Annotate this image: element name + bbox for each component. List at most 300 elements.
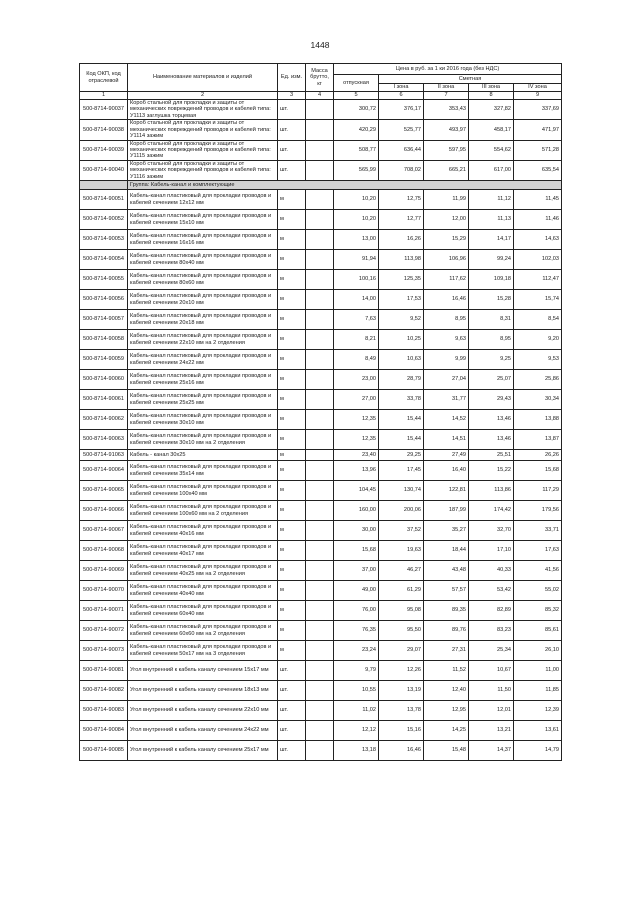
cell-zone-4-price: 15,68	[514, 461, 562, 481]
cell-zone-3-price: 554,62	[469, 140, 514, 160]
table-row	[80, 410, 562, 430]
cell-name: Короб стальной для прокладки и защиты от механических повреждений проводов и кабелей типа: У1115 зажим	[128, 140, 278, 160]
cell-code: 500-8714-90057	[80, 310, 128, 330]
cell-zone-1-price: 37,52	[379, 521, 424, 541]
cell-mass	[306, 721, 334, 741]
cell-zone-3-price: 25,51	[469, 450, 514, 461]
cell-zone-1-price: 12,75	[379, 190, 424, 210]
cell-zone-4-price: 571,28	[514, 140, 562, 160]
cell-unit: м	[278, 250, 306, 270]
table-row	[80, 100, 562, 120]
cell-zone-3-price: 14,17	[469, 230, 514, 250]
table-header	[80, 64, 562, 100]
cell-unit: м	[278, 230, 306, 250]
cell-zone-3-price: 113,86	[469, 481, 514, 501]
header-zone-4: IV зона	[514, 84, 562, 92]
header-mass: Масса брутто, кг	[306, 64, 334, 92]
cell-zone-2-price: 9,63	[424, 330, 469, 350]
cell-zone-1-price: 28,79	[379, 370, 424, 390]
cell-name: Угол внутренний к кабель каналу сечением 18х13 мм	[128, 681, 278, 701]
cell-zone-2-price: 117,62	[424, 270, 469, 290]
cell-zone-2-price: 597,95	[424, 140, 469, 160]
cell-mass	[306, 461, 334, 481]
cell-zone-4-price: 41,56	[514, 561, 562, 581]
cell-release-price: 420,29	[334, 120, 379, 140]
cell-zone-1-price: 130,74	[379, 481, 424, 501]
cell-name: Кабель-канал пластиковый для прокладки проводов и кабелей сечением 30х10 мм на 2 отделения	[128, 430, 278, 450]
cell-mass	[306, 350, 334, 370]
cell-release-price: 12,12	[334, 721, 379, 741]
table-row	[80, 370, 562, 390]
cell-unit: м	[278, 521, 306, 541]
cell-zone-2-price: 493,97	[424, 120, 469, 140]
cell-zone-3-price: 82,89	[469, 601, 514, 621]
cell-zone-2-price: 11,52	[424, 661, 469, 681]
cell-mass	[306, 521, 334, 541]
cell-name: Кабель-канал пластиковый для прокладки проводов и кабелей сечением 30х10 мм	[128, 410, 278, 430]
table-row	[80, 501, 562, 521]
cell-mass	[306, 501, 334, 521]
cell-name: Кабель-канал пластиковый для прокладки проводов и кабелей сечением 60х60 мм на 2 отделения	[128, 621, 278, 641]
col-number: 7	[424, 92, 469, 100]
cell-mass	[306, 290, 334, 310]
cell-release-price: 8,49	[334, 350, 379, 370]
cell-code: 500-8714-90037	[80, 100, 128, 120]
cell-unit: шт.	[278, 160, 306, 180]
cell-release-price: 12,35	[334, 430, 379, 450]
cell-code: 500-8714-90067	[80, 521, 128, 541]
cell-release-price: 565,99	[334, 160, 379, 180]
cell-zone-3-price: 53,42	[469, 581, 514, 601]
cell-zone-1-price: 9,52	[379, 310, 424, 330]
cell-code: 500-8714-90073	[80, 641, 128, 661]
cell-name: Кабель-канал пластиковый для прокладки проводов и кабелей сечением 50х17 мм на 3 отделения	[128, 641, 278, 661]
table-row	[80, 721, 562, 741]
header-zone-3: III зона	[469, 84, 514, 92]
cell-zone-1-price: 46,27	[379, 561, 424, 581]
cell-zone-3-price: 11,50	[469, 681, 514, 701]
cell-code: 500-8714-90055	[80, 270, 128, 290]
cell-zone-1-price: 19,63	[379, 541, 424, 561]
cell-zone-1-price: 29,07	[379, 641, 424, 661]
cell-release-price: 30,00	[334, 521, 379, 541]
cell-zone-1-price: 95,50	[379, 621, 424, 641]
cell-release-price: 23,40	[334, 450, 379, 461]
cell-name: Кабель-канал пластиковый для прокладки проводов и кабелей сечением 16х16 мм	[128, 230, 278, 250]
cell-code: 500-8714-90071	[80, 601, 128, 621]
cell-zone-4-price: 85,61	[514, 621, 562, 641]
cell-zone-2-price: 18,44	[424, 541, 469, 561]
cell-zone-2-price: 89,35	[424, 601, 469, 621]
header-zone-1: I зона	[379, 84, 424, 92]
table-row	[80, 461, 562, 481]
col-number: 9	[514, 92, 562, 100]
cell-zone-3-price: 15,28	[469, 290, 514, 310]
cell-zone-3-price: 40,33	[469, 561, 514, 581]
cell-release-price: 9,79	[334, 661, 379, 681]
table-row	[80, 701, 562, 721]
price-table	[79, 63, 562, 761]
cell-mass	[306, 621, 334, 641]
cell-release-price: 76,00	[334, 601, 379, 621]
cell-release-price: 23,24	[334, 641, 379, 661]
cell-name: Кабель-канал пластиковый для прокладки проводов и кабелей сечением 25х16 мм	[128, 370, 278, 390]
cell-code: 500-8714-90061	[80, 390, 128, 410]
header-estimate-price: Сметная	[379, 75, 562, 84]
table-row	[80, 601, 562, 621]
cell-zone-1-price: 95,08	[379, 601, 424, 621]
table-row	[80, 481, 562, 501]
cell-mass	[306, 430, 334, 450]
cell-code: 500-8714-90068	[80, 541, 128, 561]
cell-name: Кабель-канал пластиковый для прокладки проводов и кабелей сечением 40х17 мм	[128, 541, 278, 561]
table-row	[80, 681, 562, 701]
cell-name: Кабель-канал пластиковый для прокладки проводов и кабелей сечением 40х16 мм	[128, 521, 278, 541]
cell-code: 500-8714-90039	[80, 140, 128, 160]
cell-name: Кабель-канал пластиковый для прокладки проводов и кабелей сечением 35х14 мм	[128, 461, 278, 481]
table-row	[80, 270, 562, 290]
cell-zone-1-price: 16,26	[379, 230, 424, 250]
cell-zone-2-price: 16,46	[424, 290, 469, 310]
cell-zone-1-price: 200,06	[379, 501, 424, 521]
cell-mass	[306, 641, 334, 661]
cell-code: 500-8714-90051	[80, 190, 128, 210]
cell-zone-4-price: 33,71	[514, 521, 562, 541]
cell-mass	[306, 601, 334, 621]
cell-mass	[306, 140, 334, 160]
cell-zone-2-price: 35,27	[424, 521, 469, 541]
cell-zone-4-price: 9,53	[514, 350, 562, 370]
cell-zone-2-price: 14,25	[424, 721, 469, 741]
cell-name: Кабель-канал пластиковый для прокладки проводов и кабелей сечением 20х18 мм	[128, 310, 278, 330]
cell-unit: м	[278, 290, 306, 310]
cell-unit: шт.	[278, 681, 306, 701]
cell-zone-4-price: 13,61	[514, 721, 562, 741]
cell-mass	[306, 390, 334, 410]
cell-zone-2-price: 665,21	[424, 160, 469, 180]
cell-name: Кабель-канал пластиковый для прокладки проводов и кабелей сечением 25х25 мм	[128, 390, 278, 410]
cell-unit: м	[278, 270, 306, 290]
cell-zone-1-price: 17,53	[379, 290, 424, 310]
cell-mass	[306, 661, 334, 681]
cell-unit: шт.	[278, 701, 306, 721]
cell-zone-2-price: 122,81	[424, 481, 469, 501]
cell-name: Кабель-канал пластиковый для прокладки проводов и кабелей сечением 100х60 мм на 2 отделения	[128, 501, 278, 521]
cell-zone-2-price: 12,95	[424, 701, 469, 721]
cell-mass	[306, 581, 334, 601]
cell-name: Кабель-канал пластиковый для прокладки проводов и кабелей сечением 15х10 мм	[128, 210, 278, 230]
table-row	[80, 661, 562, 681]
cell-unit: м	[278, 190, 306, 210]
table-row	[80, 210, 562, 230]
cell-zone-2-price: 9,99	[424, 350, 469, 370]
cell-unit: шт.	[278, 661, 306, 681]
cell-zone-3-price: 25,34	[469, 641, 514, 661]
table-row	[80, 310, 562, 330]
cell-unit: шт.	[278, 140, 306, 160]
col-number: 2	[128, 92, 278, 100]
cell-release-price: 37,00	[334, 561, 379, 581]
cell-zone-1-price: 61,29	[379, 581, 424, 601]
cell-mass	[306, 100, 334, 120]
col-number: 3	[278, 92, 306, 100]
cell-zone-2-price: 353,43	[424, 100, 469, 120]
cell-zone-4-price: 471,97	[514, 120, 562, 140]
cell-zone-2-price: 27,31	[424, 641, 469, 661]
cell-code: 500-8714-90066	[80, 501, 128, 521]
cell-code: 500-8714-90064	[80, 461, 128, 481]
cell-zone-4-price: 117,29	[514, 481, 562, 501]
cell-name: Угол внутренний к кабель каналу сечением 15х17 мм	[128, 661, 278, 681]
cell-unit: шт.	[278, 741, 306, 761]
cell-zone-3-price: 8,95	[469, 330, 514, 350]
table-row	[80, 140, 562, 160]
cell-zone-4-price: 11,85	[514, 681, 562, 701]
cell-code: 500-8714-90063	[80, 430, 128, 450]
cell-code: 500-8714-90084	[80, 721, 128, 741]
cell-zone-2-price: 15,48	[424, 741, 469, 761]
cell-zone-2-price: 106,96	[424, 250, 469, 270]
cell-release-price: 104,45	[334, 481, 379, 501]
table-row	[80, 350, 562, 370]
cell-zone-1-price: 12,26	[379, 661, 424, 681]
cell-code: 500-8714-90069	[80, 561, 128, 581]
cell-release-price: 13,00	[334, 230, 379, 250]
cell-zone-1-price: 29,25	[379, 450, 424, 461]
table-row	[80, 250, 562, 270]
cell-mass	[306, 230, 334, 250]
cell-release-price: 12,35	[334, 410, 379, 430]
cell-code: 500-8714-90053	[80, 230, 128, 250]
cell-zone-1-price: 10,63	[379, 350, 424, 370]
cell-zone-3-price: 13,46	[469, 410, 514, 430]
cell-release-price: 10,20	[334, 190, 379, 210]
cell-zone-1-price: 16,46	[379, 741, 424, 761]
cell-mass	[306, 120, 334, 140]
cell-mass	[306, 210, 334, 230]
cell-mass	[306, 330, 334, 350]
table-row	[80, 450, 562, 461]
cell-zone-3-price: 10,67	[469, 661, 514, 681]
cell-code: 500-8714-90052	[80, 210, 128, 230]
cell-zone-3-price: 109,18	[469, 270, 514, 290]
cell-zone-2-price: 14,51	[424, 430, 469, 450]
cell-code: 500-8714-90058	[80, 330, 128, 350]
cell-mass	[306, 561, 334, 581]
cell-zone-4-price: 11,46	[514, 210, 562, 230]
cell-unit: м	[278, 581, 306, 601]
table-row	[80, 390, 562, 410]
cell-name: Кабель-канал пластиковый для прокладки проводов и кабелей сечением 100х40 мм	[128, 481, 278, 501]
cell-mass	[306, 160, 334, 180]
table-row	[80, 160, 562, 180]
cell-release-price: 10,20	[334, 210, 379, 230]
cell-unit: м	[278, 541, 306, 561]
cell-code: 500-8714-90081	[80, 661, 128, 681]
cell-zone-4-price: 337,69	[514, 100, 562, 120]
cell-zone-1-price: 13,78	[379, 701, 424, 721]
table-row	[80, 430, 562, 450]
table-row	[80, 741, 562, 761]
cell-name: Угол внутренний к кабель каналу сечением 24х22 мм	[128, 721, 278, 741]
cell-name: Кабель-канал пластиковый для прокладки проводов и кабелей сечением 24х22 мм	[128, 350, 278, 370]
cell-zone-4-price: 14,79	[514, 741, 562, 761]
cell-code: 500-8714-90082	[80, 681, 128, 701]
cell-unit: м	[278, 561, 306, 581]
cell-release-price: 76,35	[334, 621, 379, 641]
cell-unit: м	[278, 350, 306, 370]
cell-zone-3-price: 174,42	[469, 501, 514, 521]
cell-code: 500-8714-90072	[80, 621, 128, 641]
cell-zone-2-price: 89,76	[424, 621, 469, 641]
cell-unit: шт.	[278, 120, 306, 140]
cell-zone-4-price: 13,87	[514, 430, 562, 450]
cell-release-price: 13,96	[334, 461, 379, 481]
cell-zone-1-price: 15,44	[379, 410, 424, 430]
cell-zone-4-price: 55,02	[514, 581, 562, 601]
cell-unit: м	[278, 310, 306, 330]
cell-release-price: 91,94	[334, 250, 379, 270]
cell-release-price: 508,77	[334, 140, 379, 160]
cell-zone-4-price: 85,32	[514, 601, 562, 621]
cell-code: 500-8714-90059	[80, 350, 128, 370]
cell-zone-1-price: 33,78	[379, 390, 424, 410]
table-row	[80, 541, 562, 561]
cell-zone-4-price: 8,54	[514, 310, 562, 330]
cell-unit: шт.	[278, 100, 306, 120]
cell-release-price: 27,00	[334, 390, 379, 410]
cell-zone-1-price: 636,44	[379, 140, 424, 160]
cell-zone-4-price: 14,63	[514, 230, 562, 250]
cell-mass	[306, 190, 334, 210]
col-number: 6	[379, 92, 424, 100]
cell-code: 500-8714-90070	[80, 581, 128, 601]
cell-name: Угол внутренний к кабель каналу сечением 22х10 мм	[128, 701, 278, 721]
cell-zone-1-price: 125,35	[379, 270, 424, 290]
col-number: 1	[80, 92, 128, 100]
cell-zone-2-price: 57,57	[424, 581, 469, 601]
cell-zone-3-price: 17,10	[469, 541, 514, 561]
cell-unit: м	[278, 601, 306, 621]
header-release-price: отпускная	[334, 75, 379, 92]
cell-zone-3-price: 13,21	[469, 721, 514, 741]
cell-zone-1-price: 708,02	[379, 160, 424, 180]
cell-name: Кабель-канал пластиковый для прокладки проводов и кабелей сечением 80х60 мм	[128, 270, 278, 290]
table-row	[80, 561, 562, 581]
cell-release-price: 14,00	[334, 290, 379, 310]
cell-unit: м	[278, 481, 306, 501]
cell-zone-2-price: 187,99	[424, 501, 469, 521]
cell-mass	[306, 270, 334, 290]
cell-zone-3-price: 25,07	[469, 370, 514, 390]
cell-code: 500-8714-90054	[80, 250, 128, 270]
cell-code: 500-8714-90040	[80, 160, 128, 180]
cell-zone-2-price: 8,95	[424, 310, 469, 330]
cell-zone-3-price: 8,31	[469, 310, 514, 330]
cell-zone-2-price: 11,99	[424, 190, 469, 210]
cell-mass	[306, 450, 334, 461]
cell-name: Короб стальной для прокладки и защиты от механических повреждений проводов и кабелей типа: У1116 зажим	[128, 160, 278, 180]
cell-mass	[306, 370, 334, 390]
cell-zone-1-price: 113,98	[379, 250, 424, 270]
cell-zone-4-price: 11,45	[514, 190, 562, 210]
cell-mass	[306, 701, 334, 721]
cell-zone-4-price: 13,88	[514, 410, 562, 430]
cell-zone-4-price: 9,20	[514, 330, 562, 350]
table-body	[80, 100, 562, 761]
table-row	[80, 290, 562, 310]
table-row	[80, 581, 562, 601]
cell-release-price: 23,00	[334, 370, 379, 390]
cell-zone-1-price: 376,17	[379, 100, 424, 120]
cell-release-price: 100,16	[334, 270, 379, 290]
cell-zone-3-price: 327,82	[469, 100, 514, 120]
column-numbers-row	[80, 92, 562, 100]
cell-zone-2-price: 12,00	[424, 210, 469, 230]
cell-release-price: 15,68	[334, 541, 379, 561]
header-unit: Ед. изм.	[278, 64, 306, 92]
cell-release-price: 10,55	[334, 681, 379, 701]
header-code: Код ОКП, код отраслевой	[80, 64, 128, 92]
cell-zone-1-price: 12,77	[379, 210, 424, 230]
cell-name: Кабель-канал пластиковый для прокладки проводов и кабелей сечением 80х40 мм	[128, 250, 278, 270]
cell-zone-4-price: 26,26	[514, 450, 562, 461]
cell-zone-3-price: 15,22	[469, 461, 514, 481]
cell-name: Угол внутренний к кабель каналу сечением 25х17 мм	[128, 741, 278, 761]
cell-zone-1-price: 15,16	[379, 721, 424, 741]
cell-mass	[306, 541, 334, 561]
cell-zone-4-price: 30,34	[514, 390, 562, 410]
cell-release-price: 49,00	[334, 581, 379, 601]
cell-unit: м	[278, 210, 306, 230]
cell-zone-2-price: 16,40	[424, 461, 469, 481]
group-label: Группа: Кабель-канал и комплектующие	[128, 181, 562, 190]
cell-unit: м	[278, 641, 306, 661]
cell-name: Кабель-канал пластиковый для прокладки проводов и кабелей сечением 40х25 мм на 2 отделения	[128, 561, 278, 581]
table-row	[80, 641, 562, 661]
cell-release-price: 8,21	[334, 330, 379, 350]
cell-code: 500-8714-90065	[80, 481, 128, 501]
cell-zone-4-price: 15,74	[514, 290, 562, 310]
cell-code: 500-8714-90060	[80, 370, 128, 390]
cell-zone-3-price: 9,25	[469, 350, 514, 370]
table-row	[80, 230, 562, 250]
cell-zone-4-price: 25,86	[514, 370, 562, 390]
cell-zone-4-price: 112,47	[514, 270, 562, 290]
table-row	[80, 190, 562, 210]
table-row	[80, 120, 562, 140]
cell-mass	[306, 681, 334, 701]
cell-zone-3-price: 29,43	[469, 390, 514, 410]
cell-zone-3-price: 13,46	[469, 430, 514, 450]
cell-zone-1-price: 525,77	[379, 120, 424, 140]
cell-zone-3-price: 11,12	[469, 190, 514, 210]
cell-name: Кабель-канал пластиковый для прокладки проводов и кабелей сечением 20х10 мм	[128, 290, 278, 310]
cell-code: 500-8714-90083	[80, 701, 128, 721]
header-zone-2: II зона	[424, 84, 469, 92]
cell-mass	[306, 481, 334, 501]
cell-unit: м	[278, 501, 306, 521]
table-row	[80, 521, 562, 541]
group-row	[80, 181, 562, 190]
cell-name: Кабель-канал пластиковый для прокладки проводов и кабелей сечением 60х40 мм	[128, 601, 278, 621]
cell-release-price: 300,72	[334, 100, 379, 120]
cell-code: 500-8714-90056	[80, 290, 128, 310]
cell-zone-3-price: 83,23	[469, 621, 514, 641]
cell-zone-1-price: 17,45	[379, 461, 424, 481]
cell-zone-3-price: 617,00	[469, 160, 514, 180]
cell-zone-3-price: 14,37	[469, 741, 514, 761]
